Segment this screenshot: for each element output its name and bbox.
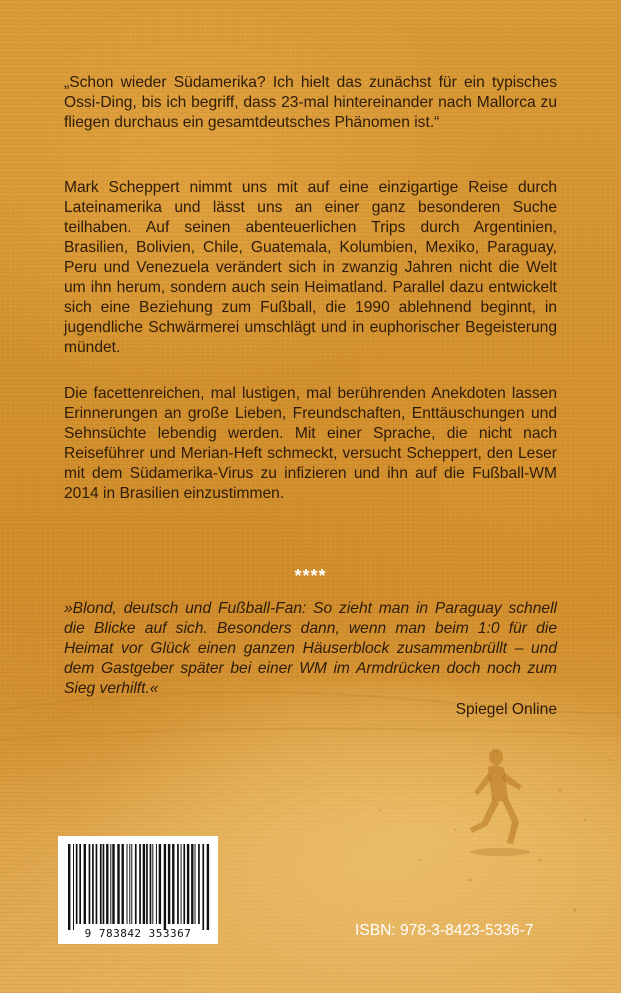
barcode-bar	[79, 844, 81, 924]
barcode	[58, 836, 218, 944]
barcode-bar	[135, 844, 137, 924]
barcode-bar	[92, 844, 94, 924]
barcode-bar	[181, 844, 182, 924]
intro-quote: „Schon wieder Südamerika? Ich hielt das zunächst für ein typisches Ossi-Ding, bis ich begriff, dass 23-mal hintereinander nach Mallorca zu fliegen durchaus ein gesamtdeutsches Phänomen ist.“	[64, 74, 557, 131]
barcode-bar	[112, 844, 114, 924]
description-paragraph-2: Die facettenreichen, mal lustigen, mal berührenden Anekdoten lassen Erinnerungen an große Lieben, Freundschaften, Enttäuschungen und Sehnsüchte lebendig werden. Mit einer Sprache, die nicht nach Reiseführer und Merian-Heft schmeckt, versucht Scheppert, den Leser mit dem Südamerika-Virus zu infizieren und ihn auf die Fußball-WM 2014 in Brasilien einzustimmen.	[64, 385, 557, 502]
barcode-bar	[103, 844, 105, 924]
barcode-bar	[117, 844, 119, 924]
barcode-bar	[172, 844, 174, 924]
barcode-bar	[68, 844, 70, 930]
barcode-bar	[100, 844, 102, 924]
barcode-bar	[84, 844, 86, 924]
barcode-bar	[202, 844, 204, 930]
barcode-bar	[139, 844, 141, 924]
barcode-bar	[96, 844, 98, 924]
barcode-bar	[106, 844, 108, 924]
barcode-bar	[127, 844, 128, 924]
barcode-bar	[183, 844, 185, 924]
barcode-bar	[187, 844, 189, 924]
barcode-bar	[89, 844, 91, 924]
barcode-bar	[198, 844, 200, 924]
barcode-bar	[159, 844, 161, 924]
review-source: Spiegel Online	[455, 701, 557, 718]
barcode-bar	[73, 844, 74, 930]
barcode-bar	[129, 844, 130, 924]
barcode-bar	[76, 844, 78, 924]
barcode-bar	[164, 844, 166, 930]
barcode-bar	[168, 844, 170, 924]
barcode-bar	[177, 844, 179, 924]
description-paragraph-1: Mark Scheppert nimmt uns mit auf eine einzigartige Reise durch Lateinamerika und lässt uns an einer ganz besonderen Suche teilhaben. Auf seinen abenteuerlichen Trips durch Argentinien, Brasilien, Bolivien, Chile, Guatemala, Kolumbien, Mexiko, Paraguay, Peru und Venezuela verändert sich in zwanzig Jahren nicht die Welt um ihn herum, sondern auch sein Heimatland. Parallel dazu entwickelt sich eine Beziehung zum Fußball, die 1990 ablehnend beginnt, in jugendliche Schwärmerei umschlägt und in euphorischer Begeisterung mündet.	[64, 179, 557, 356]
section-separator: ****	[294, 566, 327, 586]
barcode-bar	[195, 844, 196, 924]
barcode-bar	[146, 844, 148, 924]
barcode-bar	[156, 844, 157, 924]
barcode-bar	[207, 844, 209, 930]
barcode-bar	[150, 844, 152, 924]
review-quote: »Blond, deutsch und Fußball-Fan: So zieht man in Paraguay schnell die Blicke auf sich. Besonders dann, wenn man beim 1:0 für die Heimat vor Glück einen ganzen Häuserblock zusammenbrüllt – und dem Gastgeber später bei einer WM im Armdrücken doch noch zum Sieg verhilft.«	[64, 600, 557, 697]
barcode-bar	[110, 844, 111, 924]
barcode-bar	[143, 844, 145, 924]
barcode-bar	[131, 844, 132, 924]
barcode-bar	[152, 844, 153, 924]
barcode-bar	[191, 844, 193, 924]
barcode-digits: 9 783842 353367	[84, 927, 192, 940]
barcode-bar	[122, 844, 124, 924]
isbn-number: ISBN: 978-3-8423-5336-7	[355, 922, 534, 939]
